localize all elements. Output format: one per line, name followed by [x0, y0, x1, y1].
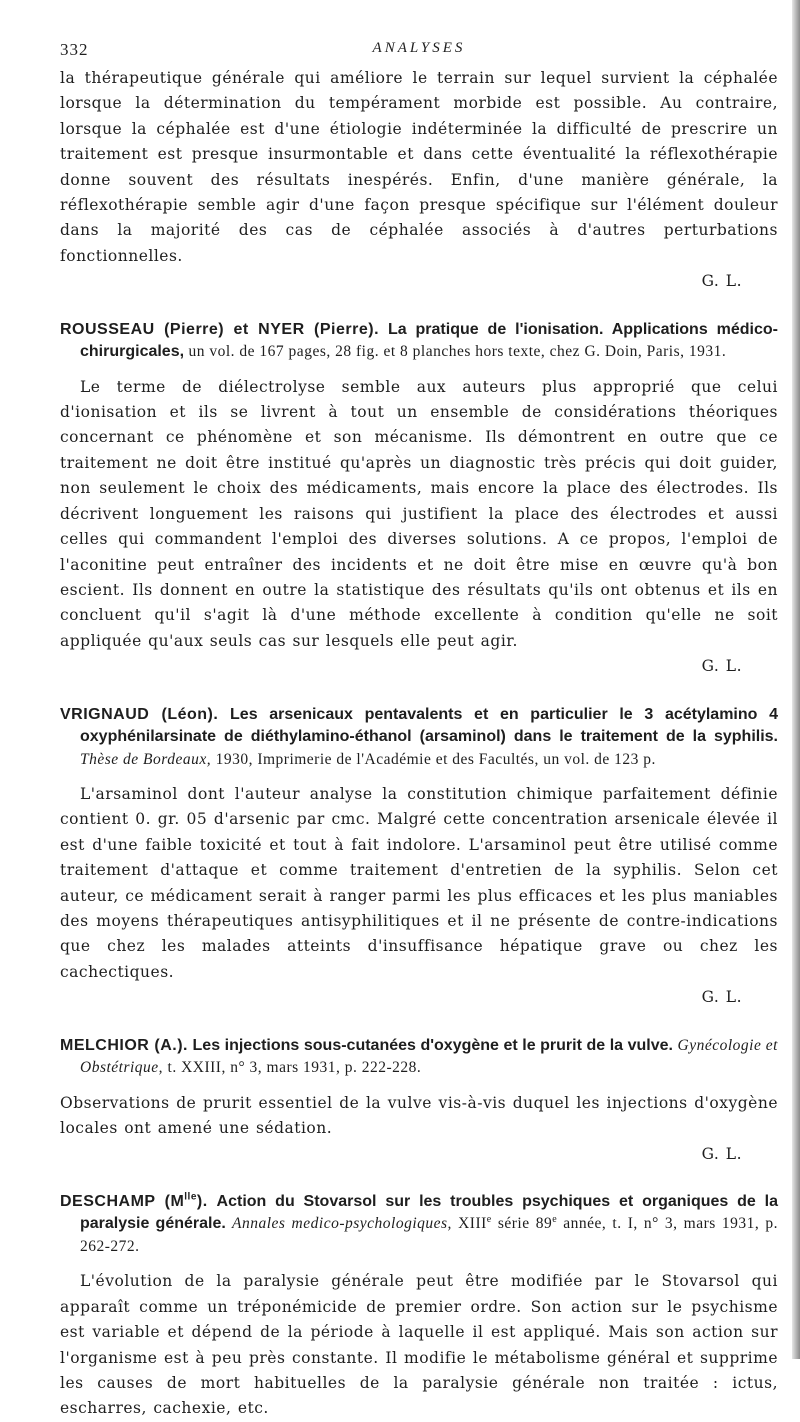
page-number: 332	[60, 40, 89, 59]
entry-author: VRIGNAUD (Léon).	[60, 705, 219, 723]
entry-author: ROUSSEAU (Pierre) et NYER (Pierre).	[60, 320, 380, 338]
entry-title: La pratique de l'ionisation. Applications médico-chirurgicales,	[80, 320, 778, 361]
entry-publication: 1930, Imprimerie de l'Académie et des Facultés, un vol. de 123 p.	[215, 750, 656, 768]
entry-author: MELCHIOR (A.).	[60, 1036, 188, 1054]
review-entry-rousseau	[60, 319, 778, 680]
entry-signature: G. L.	[701, 988, 742, 1007]
intro-paragraph: la thérapeutique générale qui améliore le terrain sur lequel survient la céphalée lorsque la détermination du tempérament morbide est possible. Au contraire, lorsque la céphalée est d'une étiologie indéterminée la difficulté de prescrire un traitement est presque insurmontable et dans cette éventualité la réflexothérapie donne souvent des résultats inespérés. Enfin, d'une manière générale, la réflexothérapie semble agir d'une façon presque spécifique sur l'élément douleur dans la majorité des cas de céphalée associés à d'autres perturbations fonctionnelles.	[60, 69, 778, 265]
entry-publication: un vol. de 167 pages, 28 fig. et 8 planches hors texte, chez G. Doin, Paris, 1931.	[188, 343, 727, 361]
entry-signature: G. L.	[701, 1144, 742, 1163]
entry-citation	[60, 1191, 778, 1259]
author-end: ).	[196, 1192, 208, 1210]
publication-superscript-2: e	[552, 1214, 558, 1226]
review-entry-vrignaud	[60, 704, 778, 1011]
entry-body: Le terme de diélectrolyse semble aux auteurs plus approprié que celui d'ionisation et ils se livrent à tout un ensemble de considérations théoriques concernant ce phénomène et son mécanisme. Ils démontrent en outre que ce traitement ne doit être institué qu'après un diagnostic très précis qui doit guider, non seulement le choix des médicaments, mais encore la place des électrodes. Ils décrivent longuement les raisons qui justifient la place des électrodes et aussi celles qui commandent l'emploi des diverses solutions. A ce propos, l'emploi de l'aconitine peut entraîner des incidents et ne doit être mise en œuvre qu'à bon escient. Ils donnent en outre la statistique des résultats qu'ils ont obtenus et ils en concluent qu'il s'agit là d'une méthode excellente à condition qu'elle ne soit appliquée qu'aux seuls cas sur lesquels elle peut agir.	[60, 377, 778, 650]
running-head-title: ANALYSES	[372, 40, 466, 56]
entry-citation	[60, 704, 778, 772]
intro-review	[60, 66, 778, 295]
entry-journal: Gynécologie et Obstétrique,	[80, 1036, 778, 1077]
publication-superscript: e	[486, 1214, 492, 1226]
author-name: DESCHAMP (M	[60, 1192, 185, 1210]
entry-citation	[60, 319, 778, 364]
book-spine-shadow	[792, 0, 800, 1359]
publication-details: année, t. I, n° 3, mars 1931, p. 262-272.	[80, 1215, 778, 1255]
review-entry-deschamp	[60, 1191, 778, 1422]
entry-citation	[60, 1035, 778, 1080]
review-entry-melchior	[60, 1035, 778, 1167]
entry-signature: G. L.	[701, 657, 742, 676]
entry-author	[60, 1193, 208, 1210]
entry-body: L'évolution de la paralysie générale peut être modifiée par le Stovarsol qui apparaît comme un tréponémicide de premier ordre. Son action sur le psychisme est variable et dépend de la période à laquelle il est appliqué. Mais son action sur l'organisme est à peu près constante. Il modifie le métabolisme général et supprime les causes de mort habituelles de la paralysie générale non traitée : ictus, escharres, cachexie, etc.	[60, 1272, 778, 1418]
entry-title: Les arsenicaux pentavalents et en particulier le 3 acétylamino 4 oxyphénilarsinate de diéthylamino-éthanol (arsaminol) dans le traitement de la syphilis.	[80, 705, 778, 746]
entry-publication: t. XXIII, n° 3, mars 1931, p. 222-228.	[167, 1059, 422, 1077]
entry-body: Observations de prurit essentiel de la vulve vis-à-vis duquel les injections d'oxygène locales ont amené une sédation.	[60, 1093, 778, 1138]
running-head	[60, 40, 778, 66]
entry-body: L'arsaminol dont l'auteur analyse la constitution chimique parfaitement définie contient 0. gr. 05 d'arsenic par cmc. Malgré cette concentration arsenicale élevée il est d'une faible toxicité et tout à fait indolore. L'arsaminol peut être utilisé comme traitement d'attaque et comme traitement d'entretien de la syphilis. Selon cet auteur, ce médicament serait à ranger parmi les plus efficaces et les plus maniables des moyens thérapeutiques antisyphilitiques et il ne présente de contre-indications que chez les malades atteints d'insuffisance hépatique grave ou chez les cachectiques.	[60, 785, 778, 981]
entry-title: Les injections sous-cutanées d'oxygène et le prurit de la vulve.	[192, 1036, 673, 1054]
entry-title: Action du Stovarsol sur les troubles psychiques et organiques de la paralysie générale.	[80, 1192, 779, 1233]
entry-journal: Thèse de Bordeaux,	[80, 750, 212, 768]
author-superscript: lle	[184, 1191, 197, 1203]
entry-journal: Annales medico-psychologiques,	[232, 1215, 452, 1233]
publication-series-label: série 89	[497, 1215, 553, 1233]
intro-signature: G. L.	[701, 272, 742, 291]
publication-series: XIII	[458, 1215, 487, 1233]
